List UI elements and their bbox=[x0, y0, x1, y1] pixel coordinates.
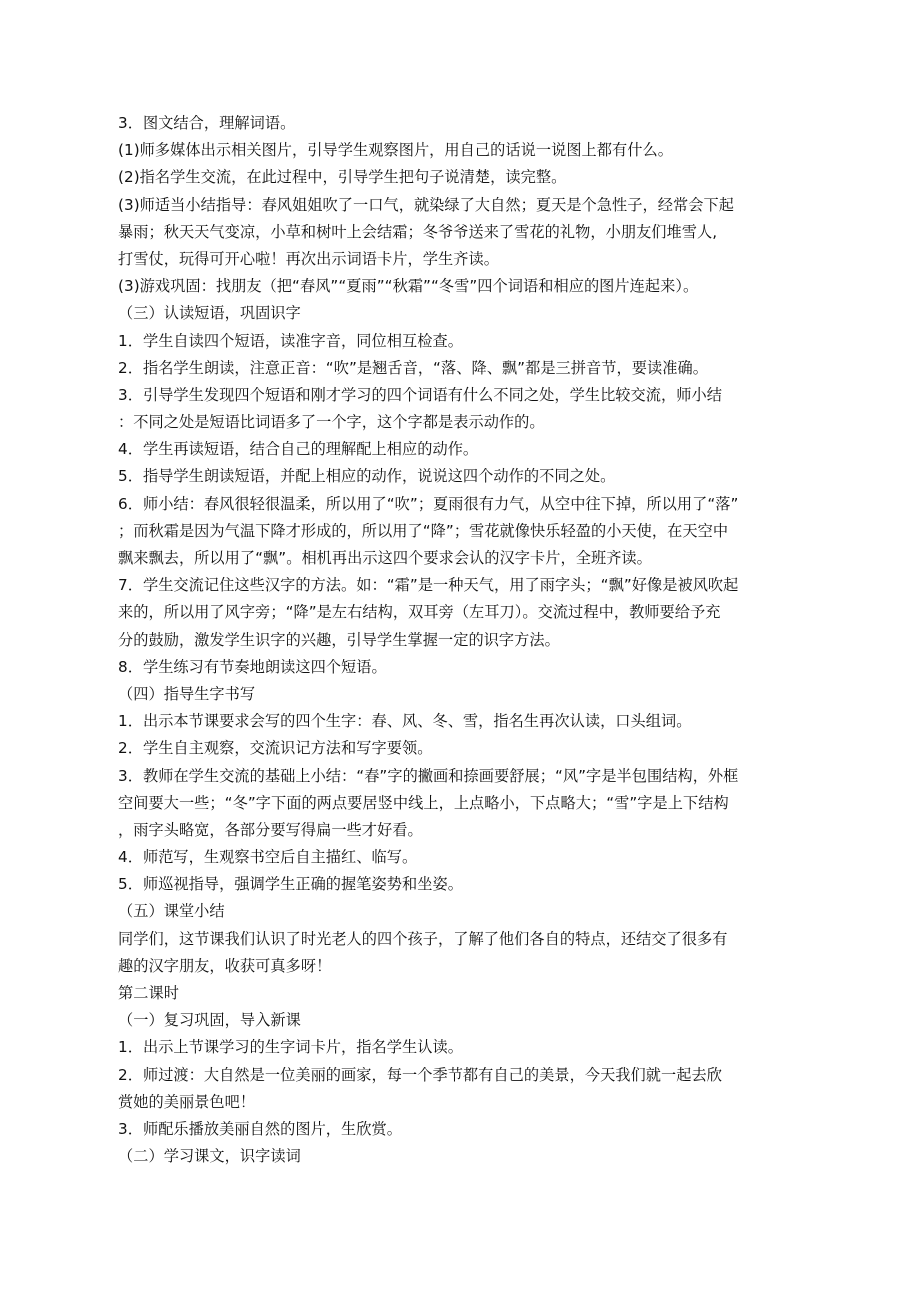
text-line: (3)游戏巩固：找朋友（把“春风”“夏雨”“秋霜”“冬雪”四个词语和相应的图片连起来）。 bbox=[118, 277, 699, 296]
text-line: 3．引导学生发现四个短语和刚才学习的四个词语有什么不同之处，学生比较交流，师小结 bbox=[118, 385, 722, 404]
text-line: 1．出示上节课学习的生字词卡片，指名学生认读。 bbox=[118, 1038, 463, 1057]
text-line: 趣的汉字朋友，收获可真多呀！ bbox=[118, 956, 332, 975]
section-heading: （一）复习巩固，导入新课 bbox=[118, 1011, 301, 1030]
text-line: 4．学生再读短语，结合自己的理解配上相应的动作。 bbox=[118, 440, 479, 459]
text-line: 暴雨；秋天天气变凉，小草和树叶上会结霜；冬爷爷送来了雪花的礼物，小朋友们堆雪人, bbox=[118, 222, 718, 241]
text-line: 5．指导学生朗读短语，并配上相应的动作，说说这四个动作的不同之处。 bbox=[118, 467, 616, 486]
text-line: 1．学生自读四个短语，读准字音，同位相互检查。 bbox=[118, 331, 463, 350]
text-line: ：不同之处是短语比词语多了一个字，这个字都是表示动作的。 bbox=[118, 413, 545, 432]
text-line: 4．师范写，生观察书空后自主描红、临写。 bbox=[118, 848, 418, 867]
text-line: 分的鼓励，激发学生识字的兴趣，引导学生掌握一定的识字方法。 bbox=[118, 630, 560, 649]
text-line: ，雨字头略宽，各部分要写得扁一些才好看。 bbox=[118, 820, 423, 839]
text-line: 空间要大一些；“冬”字下面的两点要居竖中线上，上点略小，下点略大；“雪”字是上下结构 bbox=[118, 793, 729, 812]
text-line: 2．指名学生朗读，注意正音：“吹”是翘舌音，“落、降、飘”都是三拼音节，要读准确。 bbox=[118, 358, 708, 377]
text-line: 打雪仗，玩得可开心啦！再次出示词语卡片，学生齐读。 bbox=[118, 249, 499, 268]
section-heading: （三）认读短语，巩固识字 bbox=[118, 304, 301, 323]
text-line: (3)师适当小结指导：春风姐姐吹了一口气，就染绿了大自然；夏天是个急性子，经常会下起 bbox=[118, 195, 734, 214]
text-line: 5．师巡视指导，强调学生正确的握笔姿势和坐姿。 bbox=[118, 875, 463, 894]
text-line: 3．教师在学生交流的基础上小结：“春”字的撇画和捺画要舒展；“风”字是半包围结构，外框 bbox=[118, 766, 739, 785]
section-heading: （二）学习课文，识字读词 bbox=[118, 1147, 301, 1166]
text-line: 2．师过渡：大自然是一位美丽的画家，每一个季节都有自己的美景，今天我们就一起去欣 bbox=[118, 1065, 722, 1084]
text-line: 赏她的美丽景色吧！ bbox=[118, 1092, 256, 1111]
text-line: 来的，所以用了风字旁；“降”是左右结构，双耳旁（左耳刀）。交流过程中，教师要给予充 bbox=[118, 603, 721, 622]
text-line: 8．学生练习有节奏地朗读这四个短语。 bbox=[118, 657, 387, 676]
text-line: 1．出示本节课要求会写的四个生字：春、风、冬、雪，指名生再次认读，口头组词。 bbox=[118, 712, 692, 731]
text-line: ；而秋霜是因为气温下降才形成的，所以用了“降”；雪花就像快乐轻盈的小天使，在天空中 bbox=[118, 521, 729, 540]
text-line: 7．学生交流记住这些汉字的方法。如：“霜”是一种天气，用了雨字头；“飘”好像是被风吹起 bbox=[118, 576, 739, 595]
document-body bbox=[118, 110, 810, 1170]
text-line: 2．学生自主观察，交流识记方法和写字要领。 bbox=[118, 739, 433, 758]
text-line: 3．师配乐播放美丽自然的图片，生欣赏。 bbox=[118, 1119, 402, 1138]
text-line: (2)指名学生交流，在此过程中，引导学生把句子说清楚，读完整。 bbox=[118, 168, 567, 187]
text-line: (1)师多媒体出示相关图片，引导学生观察图片，用自己的话说一说图上都有什么。 bbox=[118, 141, 673, 160]
section-heading: （四）指导生字书写 bbox=[118, 684, 256, 703]
text-line: 飘来飘去，所以用了“飘”。相机再出示这四个要求会认的汉字卡片，全班齐读。 bbox=[118, 549, 652, 567]
text-line: 同学们，这节课我们认识了时光老人的四个孩子，了解了他们各自的特点，还结交了很多有 bbox=[118, 929, 728, 948]
section-heading: （五）课堂小结 bbox=[118, 902, 225, 921]
text-line: 6．师小结：春风很轻很温柔，所以用了“吹”；夏雨很有力气，从空中往下掉，所以用了“落” bbox=[118, 494, 739, 513]
text-line: 3．图文结合，理解词语。 bbox=[118, 114, 296, 132]
lesson-heading: 第二课时 bbox=[118, 984, 179, 1002]
